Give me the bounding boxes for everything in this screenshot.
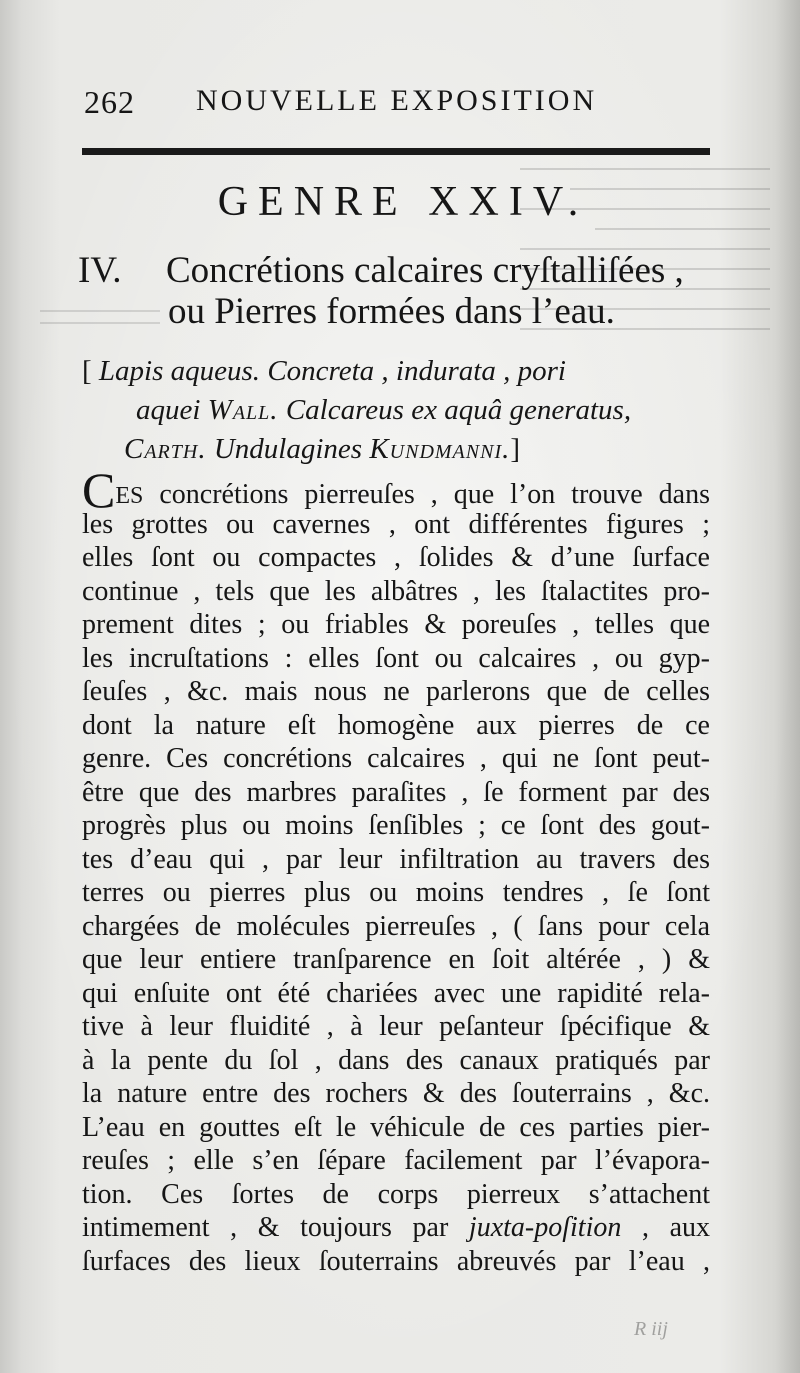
text-line: qui enſuite ont été chariées avec une rapidité rela- (82, 977, 710, 1009)
text-line: ſeuſes , &c. mais nous ne parlerons que de celles (82, 676, 710, 707)
section-title (78, 246, 684, 296)
latin-description: Concreta , indurata , pori (267, 355, 566, 387)
text-line: progrès plus ou moins ſenſibles ; ce ſont des gout- (82, 810, 710, 841)
text-line: que leur entiere tranſparence en ſoit altérée , ) & (82, 944, 710, 975)
text-line: à la pente du ſol , dans des canaux pratiqués par (82, 1044, 710, 1076)
text-line: la nature entre des rochers & des ſouterrains , &c. (82, 1078, 710, 1109)
latin-text: aquei (136, 394, 201, 426)
show-through-text-left (40, 300, 160, 340)
text-line: intimement , & toujours par juxta-poſition , aux (82, 1212, 711, 1243)
body-paragraph (82, 462, 711, 1278)
italic-term: juxta-poſition (468, 1212, 622, 1243)
author-kundmann: Kundmanni. (369, 433, 511, 465)
latin-line-1 (82, 352, 631, 391)
section-title-line-1: Concrétions calcaires cryſtalliſées , (166, 250, 684, 291)
text-line: prement dites ; ou friables & poreuſes , telles que (82, 609, 710, 640)
page-header (84, 84, 724, 130)
signature-mark: R iij (634, 1318, 668, 1340)
close-bracket: ] (510, 433, 521, 465)
page-number: 262 (84, 84, 135, 120)
text-line: tive à leur fluidité , à leur peſanteur ſpécifique & (82, 1011, 710, 1042)
latin-text: Undulagines (213, 433, 363, 465)
text-line: reuſes ; elle s’en ſépare facilement par l’évapora- (82, 1145, 710, 1176)
genre-title: GENRE XXIV. (217, 179, 589, 225)
text-line: tes d’eau qui , par leur infiltration au travers des (82, 843, 710, 875)
section-number: IV. (78, 250, 122, 291)
drop-cap: C (82, 462, 116, 518)
text-line: dont la nature eſt homogène aux pierres de ce (82, 709, 710, 741)
text-line: les incruſtations : elles ſont ou calcaires , ou gyp- (82, 642, 710, 674)
text-line: CES concrétions pierreuſes , que l’on trouve dans (82, 462, 710, 518)
running-head: NOUVELLE EXPOSITION (196, 84, 598, 117)
text-line: chargées de molécules pierreuſes , ( ſans pour cela (82, 910, 710, 942)
text-line: continue , tels que les albâtres , les ſtalactites pro- (82, 575, 710, 607)
author-wall: Wall. (207, 394, 279, 426)
text-line: L’eau en gouttes eſt le véhicule de ces parties pier- (82, 1111, 710, 1143)
text-line: terres ou pierres plus ou moins tendres , ſe ſont (82, 877, 710, 908)
latin-name: Lapis aqueus. (98, 355, 261, 387)
text-line: elles ſont ou compactes , ſolides & d’une ſurface (82, 542, 710, 573)
text-line: les grottes ou cavernes , ont différentes figures ; (82, 508, 710, 540)
text-line: ſurfaces des lieux ſouterrains abreuvés par l’eau , (82, 1245, 710, 1277)
latin-line-2 (82, 391, 631, 430)
text-line: tion. Ces ſortes de corps pierreux s’attachent (82, 1178, 710, 1210)
latin-text: Calcareus ex aquâ generatus, (285, 394, 632, 426)
text-line: être que des marbres paraſites , ſe forment par des (82, 776, 710, 808)
text-line: genre. Ces concrétions calcaires , qui ne ſont peut- (82, 743, 710, 774)
open-bracket: [ (82, 355, 92, 387)
header-rule (82, 148, 710, 155)
latin-synonyms (82, 352, 631, 469)
section-title-line-2: ou Pierres formées dans l’eau. (168, 291, 615, 332)
latin-line-3 (82, 430, 631, 469)
author-carth: Carth. (124, 433, 207, 465)
